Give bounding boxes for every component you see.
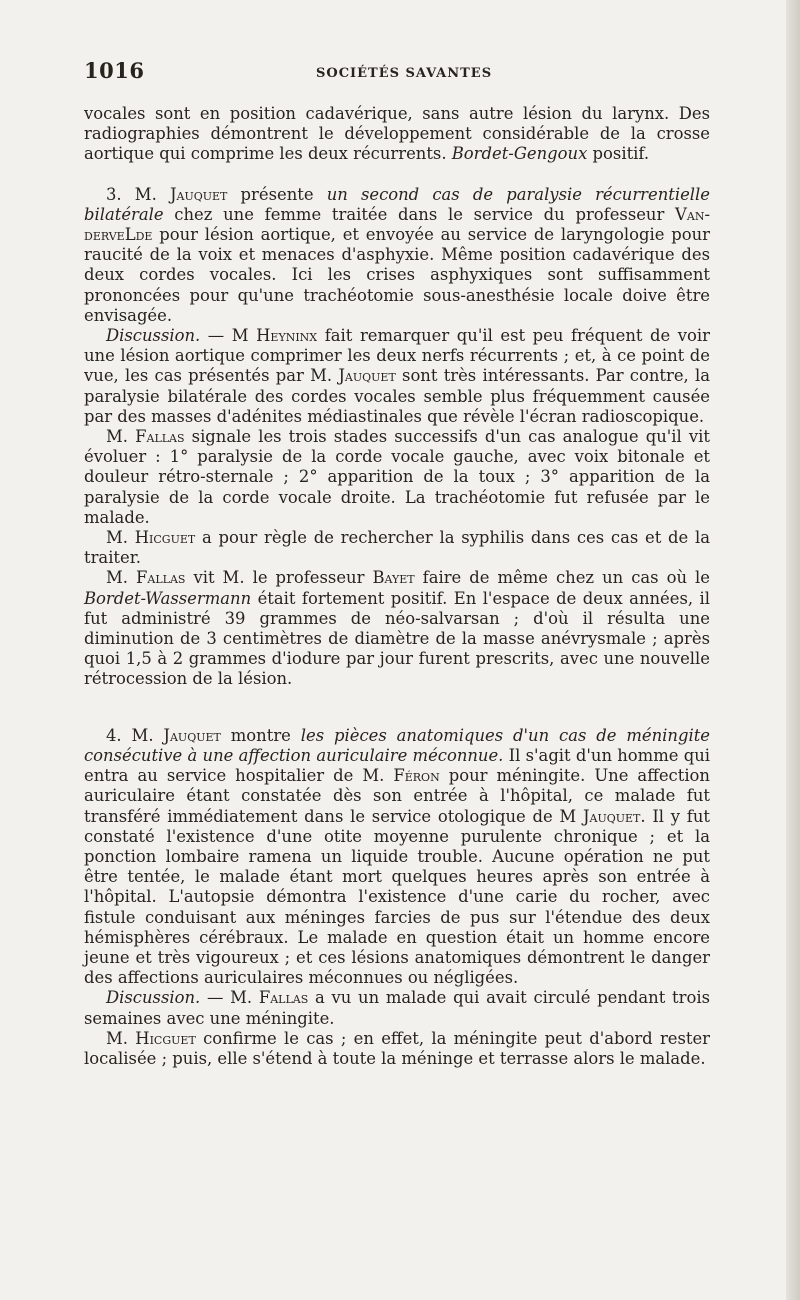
paragraph-case-4: 4. M. Jauquet montre les pièces anatomiques d'un cas de méningite consécutive à une affection auriculaire méconnue. Il s'agit d'un homme qui entra au service hospitalier de M. Féron pour méningite. Une affection auriculaire étant constatée dès son entrée à l'hôpital, ce malade fut transféré immédiatement dans le service otologique de M Jauquet. Il y fut constaté l'existence d'une otite moyenne purulente chronique ; et la ponction lombaire ramena un liquide trouble. Aucune opération ne put être tentée, le malade étant mort quelques heures après son entrée à l'hôpital. L'autopsie démontra l'existence d'une carie du rocher, avec fistule conduisant aux méninges farcies de pus sur l'étendue des deux hémisphères cérébraux. Le malade en question était un homme encore jeune et très vigoureux ; et ces lésions anatomiques démontrent le danger des affections auriculaires méconnues ou négligées. [84, 725, 710, 988]
paragraph-fallas-2: M. Fallas vit M. le professeur Bayet faire de même chez un cas où le Bordet-Wassermann était fortement positif. En l'espace de deux années, il fut administré 39 grammes de néo-salvarsan ; d'où il résulta une diminution de 3 centimètres de diamètre de la masse anévrysmale ; après quoi 1,5 à 2 grammes d'iodure par jour furent prescrits, avec une nouvelle rétrocession de la lésion. [84, 568, 710, 689]
paragraph-hicguet-2: M. Hicguet confirme le cas ; en effet, la méningite peut d'abord rester localisée ; puis, elle s'étend à toute la méninge et terrasse alors le malade. [84, 1028, 711, 1068]
paragraph-fallas-1: M. Fallas signale les trois stades successifs d'un cas analogue qu'il vit évoluer : 1° paralysie de la corde vocale gauche, avec voix bitonale et douleur rétro-sternale ; 2° apparition de la toux ; 3° apparition de la paralysie de la corde vocale droite. La trachéotomie fut refusée par le malade. [84, 427, 710, 527]
paragraph-hicguet-1: M. Hicguet a pour règle de rechercher la syphilis dans ces cas et de la traiter. [84, 528, 711, 568]
page-number: 1016 [84, 58, 145, 83]
paragraph-case-3: 3. M. Jauquet présente un second cas de paralysie récurrentielle bilatérale chez une femme traitée dans le service du professeur Van-derveLde pour lésion aortique, et envoyée au service de laryngologie pour raucité de la voix et menaces d'asphyxie. Même position cadavérique des deux cordes vocales. Ici les crises asphyxiques sont suffisamment prononcées pour qu'une trachéotomie sous-anesthésie locale doive être envisagée. [84, 184, 710, 325]
paragraph-discussion-2: Discussion. — M. Fallas a vu un malade qui avait circulé pendant trois semaines avec une méningite. [84, 988, 711, 1028]
page-gutter [786, 0, 800, 1300]
page-header [84, 58, 714, 92]
paragraph-continuation: vocales sont en position cadavérique, sans autre lésion du larynx. Des radiographies démontrent le développement considérable de la crosse aortique qui comprime les deux récurrents. Bordet-Gengoux positif. [84, 104, 710, 164]
running-head: SOCIÉTÉS SAVANTES [316, 66, 493, 81]
paragraph-discussion-1: Discussion. — M Heyninx fait remarquer qu'il est peu fréquent de voir une lésion aortique comprimer les deux nerfs récurrents ; et, à ce point de vue, les cas présentés par M. Jauquet sont très intéressants. Par contre, la paralysie bilatérale des cordes vocales semble plus fréquemment causée par des masses d'adénites médiastinales que révèle l'écran radioscopique. [84, 326, 710, 426]
body-text [84, 104, 710, 1069]
